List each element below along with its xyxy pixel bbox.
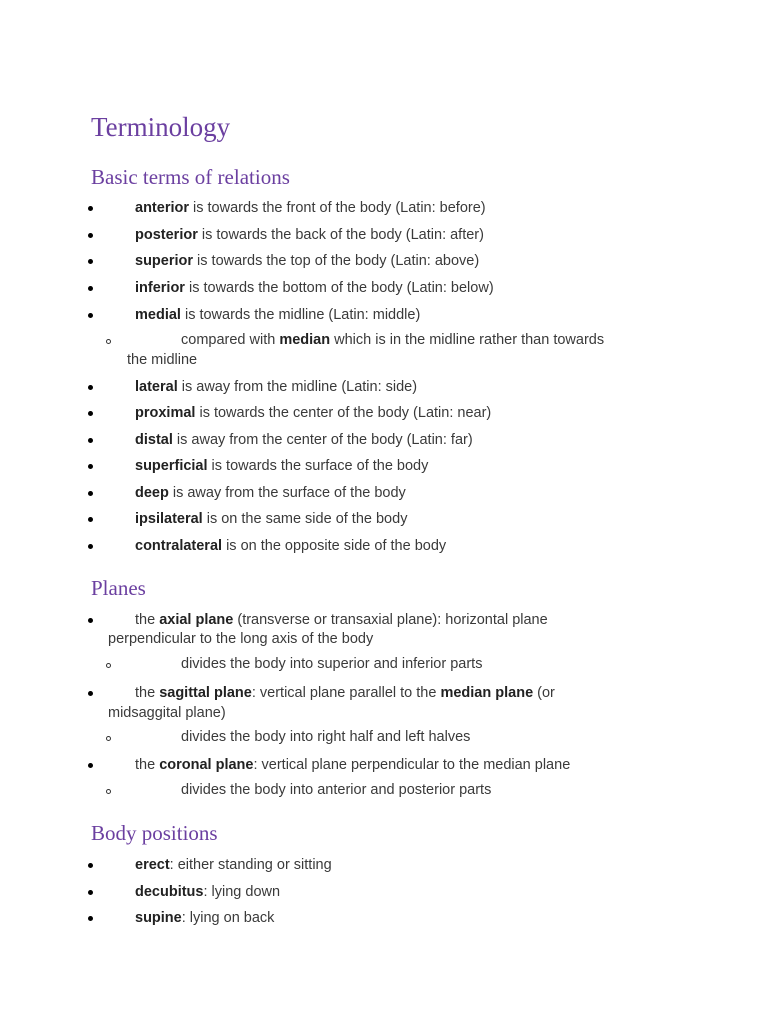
circle-bullet-icon: [106, 663, 111, 668]
bullet-icon: [88, 206, 93, 211]
bullet-icon: [88, 233, 93, 238]
bullet-icon: [88, 438, 93, 443]
circle-bullet-icon: [106, 789, 111, 794]
section-heading-planes: Planes: [91, 576, 146, 600]
bullet-icon: [88, 763, 93, 768]
page-title: Terminology: [91, 112, 231, 142]
bullet-icon: [88, 491, 93, 496]
bullet-icon: [88, 544, 93, 549]
bullet-icon: [88, 618, 93, 623]
circle-bullet-icon: [106, 736, 111, 741]
bullet-icon: [88, 259, 93, 264]
list-item-continuation: midsaggital plane): [108, 705, 226, 721]
bullet-icon: [88, 286, 93, 291]
bullet-icon: [88, 691, 93, 696]
bullet-icon: [88, 411, 93, 416]
bullet-icon: [88, 863, 93, 868]
bullet-icon: [88, 916, 93, 921]
circle-bullet-icon: [106, 339, 111, 344]
bullet-icon: [88, 313, 93, 318]
section-heading-relations: Basic terms of relations: [91, 165, 290, 189]
bullet-icon: [88, 385, 93, 390]
bullet-icon: [88, 464, 93, 469]
bullet-icon: [88, 517, 93, 522]
sub-list-item-continuation: the midline: [127, 352, 198, 368]
bullet-icon: [88, 890, 93, 895]
list-item-continuation: perpendicular to the long axis of the body: [108, 631, 374, 647]
section-heading-body-positions: Body positions: [91, 821, 218, 845]
